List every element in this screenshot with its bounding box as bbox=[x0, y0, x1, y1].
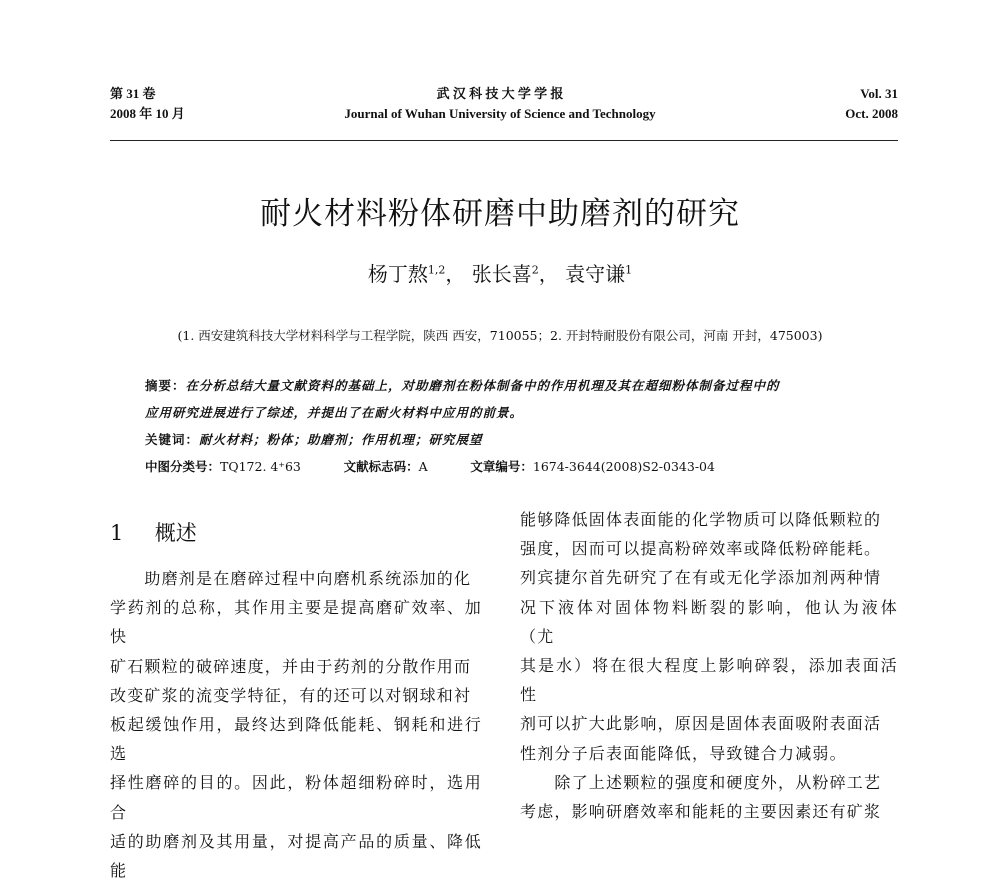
author-name: 杨丁熬 bbox=[367, 262, 428, 286]
section-title: 概述 bbox=[154, 521, 197, 545]
header-rule bbox=[110, 140, 898, 141]
abstract-text: 在分析总结大量文献资料的基础上，对助磨剂在粉体制备中的作用机理及其在超细粉体制备过程中的 bbox=[185, 378, 780, 393]
body-line: 适的助磨剂及其用量，对提高产品的质量、降低能 bbox=[110, 831, 482, 881]
volume-cn: 第 31 卷 bbox=[110, 86, 156, 101]
article-no-label: 文章编号： bbox=[470, 459, 533, 474]
abstract-line: 应用研究进展进行了综述，并提出了在耐火材料中应用的前景。 bbox=[145, 405, 524, 420]
body-line: 除了上述颗粒的强度和硬度外，从粉碎工艺 bbox=[520, 772, 882, 792]
body-line: 矿石颗粒的破碎速度，并由于药剂的分散作用而 bbox=[110, 656, 472, 676]
abstract-block bbox=[145, 372, 885, 480]
classification-line bbox=[145, 453, 885, 480]
body-line: 板起缓蚀作用，最终达到降低能耗、钢耗和进行选 bbox=[110, 715, 482, 764]
clc-label: 中图分类号： bbox=[145, 459, 221, 474]
body-line: 能够降低固体表面能的化学物质可以降低颗粒的 bbox=[520, 510, 882, 529]
body-line: 择性磨碎的目的。因此，粉体超细粉碎时，选用合 bbox=[110, 773, 482, 822]
author-affil-mark: 2 bbox=[531, 263, 539, 277]
header-right bbox=[845, 84, 898, 124]
body-line: 剂可以扩大此影响，原因是固体表面吸附表面活 bbox=[520, 714, 882, 734]
doc-code-label: 文献标志码： bbox=[343, 459, 419, 474]
abstract-line bbox=[145, 372, 885, 399]
abstract-label: 摘要： bbox=[145, 378, 186, 393]
body-line: 况下液体对固体物料断裂的影响，他认为液体（尤 bbox=[520, 597, 898, 646]
body-line: 改变矿浆的流变学特征，有的还可以对钢球和衬 bbox=[110, 685, 472, 705]
doc-code-value: A bbox=[418, 459, 428, 474]
body-line: 列宾捷尔首先研究了在有或无化学添加剂两种情 bbox=[520, 568, 882, 588]
section-number: 1 bbox=[110, 521, 124, 545]
volume-en: Vol. 31 bbox=[860, 86, 898, 101]
journal-name-cn: 武 汉 科 技 大 学 学 报 bbox=[436, 86, 564, 101]
authors: 杨丁熬$^{1,2}$， 张长喜$^2$， 袁守谦$^1$ bbox=[367, 262, 633, 286]
body-line: 性剂分子后表面能降低，导致键合力减弱。 bbox=[520, 743, 847, 763]
date-cn: 2008 年 10 月 bbox=[110, 106, 185, 121]
keywords-line bbox=[145, 426, 885, 453]
date-en: Oct. 2008 bbox=[845, 106, 898, 121]
body-line: 考虑，影响研磨效率和能耗的主要因素还有矿浆 bbox=[520, 802, 882, 822]
author-name: 袁守谦 bbox=[565, 262, 626, 286]
body-line: 学药剂的总称，其作用主要是提高磨矿效率、加快 bbox=[110, 598, 482, 647]
journal-name-en: Journal of Wuhan University of Science and Technology bbox=[344, 106, 656, 121]
keywords-text: 耐火材料；粉体；助磨剂；作用机理；研究展望 bbox=[199, 432, 483, 447]
author-name: 张长喜 bbox=[471, 262, 532, 286]
article-no-value: 1674-3644(2008)S2-0343-04 bbox=[532, 459, 715, 474]
affiliation: (1. 西安建筑科技大学材料科学与工程学院，陕西 西安，710055；2. 开封特耐股份有限公司，河南 开封，475003) bbox=[177, 328, 823, 343]
author-affil-mark: 1 bbox=[625, 263, 633, 277]
left-column bbox=[110, 564, 482, 885]
keywords-label: 关键词： bbox=[145, 432, 200, 447]
author-affil-mark: 1,2 bbox=[427, 263, 446, 277]
clc-value: TQ172. 4⁺63 bbox=[220, 459, 301, 474]
paper-title: 耐火材料粉体研磨中助磨剂的研究 bbox=[260, 196, 740, 232]
body-line: 助磨剂是在磨碎过程中向磨机系统添加的化 bbox=[110, 569, 472, 588]
section-heading bbox=[110, 517, 197, 547]
right-column bbox=[520, 505, 898, 826]
body-line: 强度，因而可以提高粉碎效率或降低粉碎能耗。 bbox=[520, 539, 882, 559]
body-line: 其是水）将在很大程度上影响碎裂，添加表面活性 bbox=[520, 656, 898, 705]
